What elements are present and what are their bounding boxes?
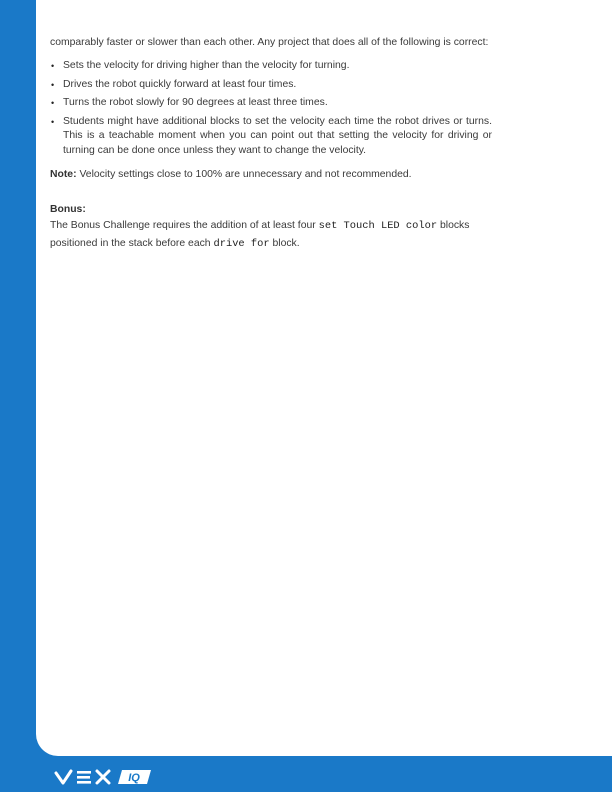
- bonus-text-part: blocks positioned in the stack before each: [50, 219, 470, 249]
- logo-e-top: [77, 771, 91, 774]
- bullet-icon: •: [51, 61, 55, 71]
- bonus-heading: Bonus:: [50, 203, 86, 215]
- note-paragraph: [50, 168, 492, 183]
- note-text: Velocity settings close to 100% are unnecessary and not recommended.: [76, 169, 412, 180]
- vex-iq-logo: [52, 764, 156, 788]
- bonus-text-part: The Bonus Challenge requires the addition of at least four: [50, 219, 319, 231]
- list-item-text: Sets the velocity for driving higher than the velocity for turning.: [63, 60, 350, 71]
- bonus-paragraph: [50, 217, 492, 253]
- logo-e-middle: [77, 776, 90, 779]
- list-item-text: Students might have additional blocks to set the velocity each time the robot drives or turns. This is a teachable moment when you can point out that setting the velocity for driving or turning can be done once unless they want to change the velocity.: [63, 115, 492, 156]
- list-item: [50, 96, 492, 111]
- intro-paragraph: comparably faster or slower than each other. Any project that does all of the following is correct:: [50, 37, 489, 48]
- logo-badge-text: IQ: [128, 772, 140, 784]
- bullet-icon: •: [51, 98, 55, 108]
- bonus-text-part: block.: [269, 237, 300, 249]
- list-item: [50, 59, 492, 74]
- code-block-name: drive for: [213, 237, 270, 250]
- code-block-name: set Touch LED color: [318, 219, 438, 232]
- bullet-icon: •: [51, 79, 55, 90]
- list-item-text: Drives the robot quickly forward at least four times.: [63, 78, 297, 90]
- list-item-text: Turns the robot slowly for 90 degrees at least three times.: [63, 97, 328, 108]
- criteria-list: [50, 59, 492, 158]
- document-body: [50, 34, 492, 253]
- bullet-icon: •: [51, 116, 55, 127]
- list-item: [50, 78, 492, 93]
- logo-v-mark: [56, 771, 71, 783]
- note-label: Note:: [50, 169, 77, 180]
- list-item: [50, 115, 492, 159]
- logo-e-bottom: [77, 781, 91, 784]
